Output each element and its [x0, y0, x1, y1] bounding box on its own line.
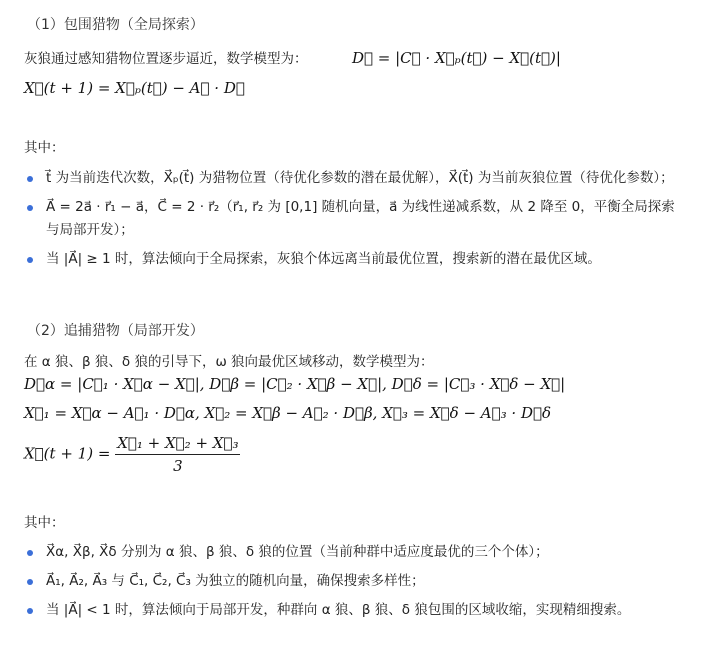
section2-bullet-3	[24, 599, 684, 622]
bullet-dot-icon	[27, 579, 33, 585]
bullet-dot-icon	[27, 257, 33, 263]
update-fraction	[115, 434, 240, 475]
section2-equation-update	[24, 434, 240, 475]
section1-where-label: 其中：	[24, 140, 65, 156]
section1-heading: （1）包围猎物（全局探索）	[27, 17, 204, 33]
bullet-dot-icon	[27, 550, 33, 556]
bullet-dot-icon	[27, 205, 33, 211]
section1-bullet-list	[24, 167, 684, 277]
section1-bullet-3-text: 当 |A⃗| ≥ 1 时，算法倾向于全局探索，灰狼个体远离当前最优位置，搜索新的潜在最优区域。	[46, 251, 601, 267]
section2-heading: （2）追捕猎物（局部开发）	[27, 323, 204, 339]
section2-bullet-2-text: A⃗₁, A⃗₂, A⃗₃ 与 C⃗₁, C⃗₂, C⃗₃ 为独立的随机向量，确保搜索多样性；	[46, 573, 425, 589]
update-denominator: 3	[173, 457, 183, 475]
section1-intro: 灰狼通过感知猎物位置逐步逼近，数学模型为：	[24, 51, 308, 67]
section1-bullet-1-text: t⃗ 为当前迭代次数，X⃗ₚ(t⃗) 为猎物位置（待优化参数的潜在最优解），X⃗(t⃗) 为当前灰狼位置（待优化参数）；	[46, 170, 674, 186]
section1-bullet-1	[24, 167, 684, 190]
section1-bullet-2	[24, 196, 684, 242]
section2-bullet-2	[24, 570, 684, 593]
update-lhs: X⃗(t + 1) =	[24, 444, 111, 463]
section1-equation-d: D⃗ = |C⃗ · X⃗ₚ(t⃗) − X⃗(t⃗)|	[352, 49, 561, 67]
bullet-dot-icon	[27, 176, 33, 182]
section2-intro: 在 α 狼、β 狼、δ 狼的引导下，ω 狼向最优区域移动，数学模型为：	[24, 354, 434, 370]
update-numerator: X⃗₁ + X⃗₂ + X⃗₃	[115, 434, 240, 455]
section2-bullet-1-text: X⃗α, X⃗β, X⃗δ 分别为 α 狼、β 狼、δ 狼的位置（当前种群中适应度最优的三个个体）；	[46, 544, 549, 560]
section2-where-label: 其中：	[24, 515, 65, 531]
section2-bullet-list	[24, 541, 684, 628]
section1-equation-x: X⃗(t + 1) = X⃗ₚ(t⃗) − A⃗ · D⃗	[24, 79, 245, 97]
section2-equation-d: D⃗α = |C⃗₁ · X⃗α − X⃗|, D⃗β = |C⃗₂ · X⃗β − X⃗|, D⃗δ = |C⃗₃ · X⃗δ − X⃗|	[24, 375, 566, 393]
section1-bullet-2-text: A⃗ = 2a⃗ · r⃗₁ − a⃗，C⃗ = 2 · r⃗₂（r⃗₁, r⃗₂ 为 [0,1] 随机向量，a⃗ 为线性递减系数，从 2 降至 0，平衡全局探索与局部开发）；	[46, 199, 675, 238]
section2-bullet-1	[24, 541, 684, 564]
section2-equation-x: X⃗₁ = X⃗α − A⃗₁ · D⃗α, X⃗₂ = X⃗β − A⃗₂ · D⃗β, X⃗₃ = X⃗δ − A⃗₃ · D⃗δ	[24, 404, 552, 422]
bullet-dot-icon	[27, 608, 33, 614]
section1-bullet-3	[24, 248, 684, 271]
section2-bullet-3-text: 当 |A⃗| < 1 时，算法倾向于局部开发，种群向 α 狼、β 狼、δ 狼包围的区域收缩，实现精细搜索。	[46, 602, 631, 618]
